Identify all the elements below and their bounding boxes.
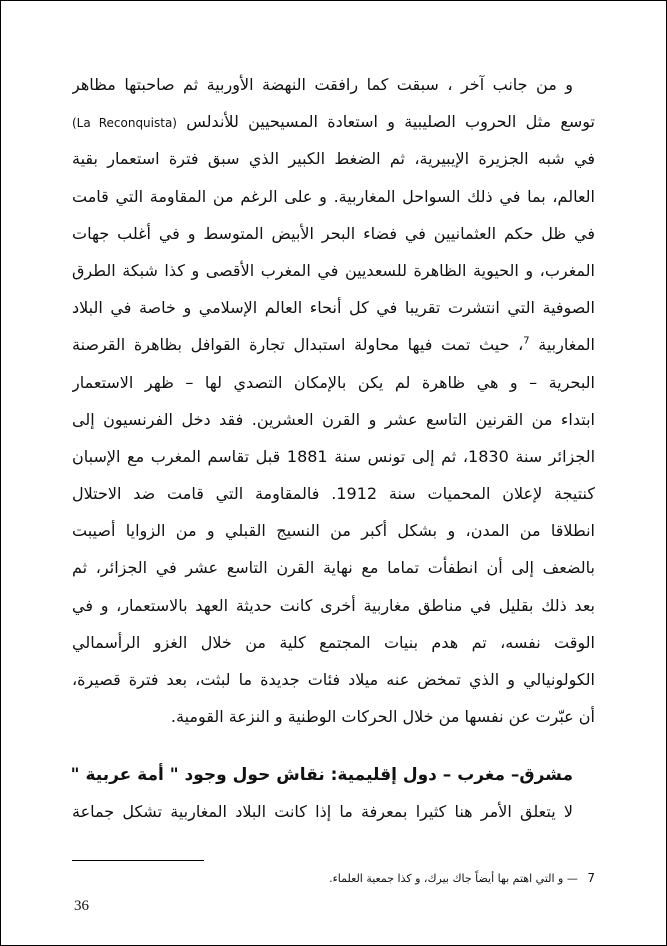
footnote-divider <box>72 860 204 861</box>
text-line: انطلاقا من المدن، و بشكل أكبر من النسيج القبلي و من الزوايا أصيبت <box>72 521 595 541</box>
latin-term: (La Reconquista) <box>72 116 177 131</box>
text-line: ابتداء من القرنين التاسع عشر و القرن العشرين. فقد دخل الفرنسيون إلى <box>72 409 595 429</box>
footnote <box>72 868 595 889</box>
footnote-number: 7 <box>587 871 595 885</box>
text-line: الجزائر سنة 1830، ثم إلى تونس سنة 1881 قبل تقاسم المغرب مع الإسبان <box>72 446 595 466</box>
footnote-text: و التي اهتم بها أيضاً جاك بيرك، و كذا جمعية العلماء. <box>329 872 564 885</box>
main-text <box>72 66 595 831</box>
text-line: الوقت نفسه، تم هدم بنيات المجتمع كلية من خلال الغزو الرأسمالي <box>72 632 595 652</box>
text-line: لا يتعلق الأمر هنا كثيرا بمعرفة ما إذا كانت البلاد المغاربية تشكل جماعة <box>72 802 573 822</box>
text-line: كنتيجة لإعلان المحميات سنة 1912. فالمقاومة التي قامت ضد الاحتلال <box>72 484 595 504</box>
text-line: البحرية – و هي ظاهرة لم يكن بالإمكان التصدي لها – ظهر الاستعمار <box>72 372 595 392</box>
text-line: بعد ذلك بقليل في مناطق مغاربية أخرى كانت حديثة العهد بالاستعمار، و في <box>72 595 595 615</box>
text-line: في ظل حكم العثمانيين في فضاء البحر الأبيض المتوسط و في أغلب جهات <box>72 223 595 243</box>
section-heading: مشرق– مغرب – دول إقليمية: نقاش حول وجود " أمة عربية " <box>70 765 573 786</box>
text-line: المغرب، و الحيوية الظاهرة للسعديين في المغرب الأقصى و كذا شبكة الطرق <box>72 260 595 280</box>
text-line: الصوفية التي انتشرت تقريبا في كل أنحاء العالم الإسلامي و خاصة في البلاد <box>72 298 595 318</box>
footnote-dash: — <box>566 872 578 885</box>
text-line: المغاربية $^7$، حيث تمت فيها محاولة استبدال تجارة القوافل بظاهرة القرصنة <box>72 335 595 355</box>
text-line: أن عبّرت عن نفسها من خلال الحركات الوطنية و النزعة القومية. <box>170 707 595 727</box>
footnote-reference[interactable]: 7 <box>523 335 530 347</box>
page-number: 36 <box>74 898 89 914</box>
text-line: و من جانب آخر ، سبقت كما رافقت النهضة الأوربية ثم صاحبتها مظاهر <box>72 75 573 94</box>
text-line: العالم، بما في ذلك السواحل المغاربية. و على الرغم من المقاومة التي قامت <box>72 186 595 206</box>
text-line: الكولونيالي و الذي تمخض عنه ميلاد فئات جديدة ما لبثت، بعد فترة قصيرة، <box>72 670 595 689</box>
text-line: توسع مثل الحروب الصليبية و استعادة المسيحيين للأندلس (La Reconquista) <box>72 112 595 132</box>
text-line: في شبه الجزيرة الإيبيرية، ثم الضغط الكبير الذي سبق فترة استعمار بقية <box>72 149 595 169</box>
text-line: بالضعف إلى أن انطفأت تماما مع نهاية القرن التاسع عشر في الجزائر، ثم <box>72 558 595 578</box>
